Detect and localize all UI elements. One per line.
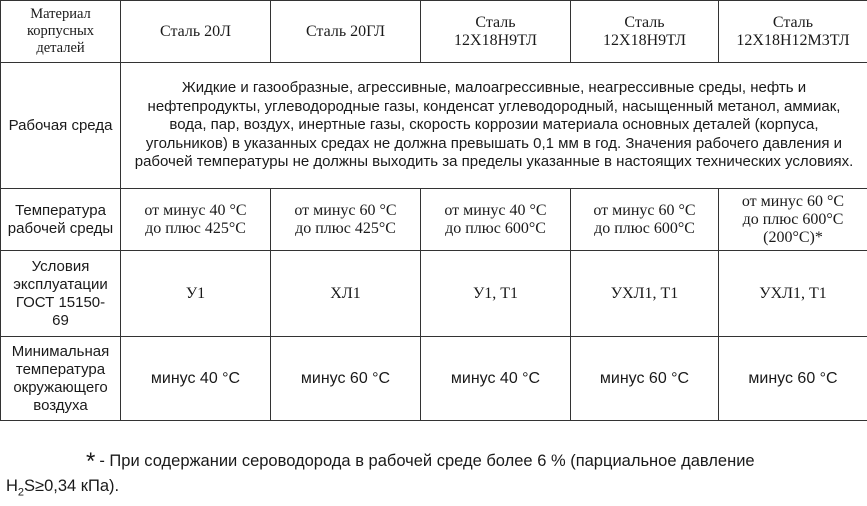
footnote-text: - При содержании сероводорода в рабочей среде более 6 % (парциальное давление xyxy=(99,452,755,470)
ambient-value-3: минус 40 °С xyxy=(421,337,571,421)
ambient-value-5: минус 60 °С xyxy=(719,337,867,421)
footnote-star: * xyxy=(86,448,96,475)
env-row-label: Рабочая среда xyxy=(1,63,121,189)
footnote-formula-sub: 2 xyxy=(17,486,25,499)
climate-row-label: Условия эксплуатации ГОСТ 15150- 69 xyxy=(1,251,121,337)
footnote-line-2 xyxy=(6,474,856,505)
ambient-row-label: Минимальная температура окружающего воздуха xyxy=(1,337,121,421)
climate-value-4: УХЛ1, Т1 xyxy=(571,251,719,337)
temp-value-4: от минус 60 °С до плюс 600°С xyxy=(571,189,719,251)
climate-value-1: У1 xyxy=(121,251,271,337)
temp-row xyxy=(1,189,867,251)
footnote-formula-rest: S≥0,34 кПа). xyxy=(24,477,120,495)
header-material-4: Сталь 12Х18Н9ТЛ xyxy=(571,1,719,63)
header-material-3: Сталь 12Х18Н9ТЛ xyxy=(421,1,571,63)
header-corner-cell: Материал корпусных деталей xyxy=(1,1,121,63)
footnote xyxy=(6,446,856,505)
climate-value-5: УХЛ1, Т1 xyxy=(719,251,867,337)
climate-row xyxy=(1,251,867,337)
env-row-text: Жидкие и газообразные, агрессивные, малоагрессивные, неагрессивные среды, нефть и нефтепродукты, углеводородные газы, конденсат углеводородный, насыщенный метанол, аммиак, вода, пар, воздух, инертные газы, скорость коррозии материала основных деталей (корпуса, угольников) в указанных средах не должна превышать 0,1 мм в год. Значения рабочего давления и рабочей температуры не должны выходить за пределы указанные в настоящих технических условиях. xyxy=(121,63,867,189)
temp-value-3: от минус 40 °С до плюс 600°С xyxy=(421,189,571,251)
ambient-value-1: минус 40 °С xyxy=(121,337,271,421)
header-row xyxy=(1,1,867,63)
header-material-5: Сталь 12Х18Н12М3ТЛ xyxy=(719,1,867,63)
temp-row-label: Температура рабочей среды xyxy=(1,189,121,251)
footnote-line-1 xyxy=(6,446,856,474)
climate-value-3: У1, Т1 xyxy=(421,251,571,337)
temp-value-5: от минус 60 °С до плюс 600°С (200°С)* xyxy=(719,189,867,251)
temp-value-1: от минус 40 °С до плюс 425°С xyxy=(121,189,271,251)
climate-value-2: ХЛ1 xyxy=(271,251,421,337)
ambient-row xyxy=(1,337,867,421)
ambient-value-2: минус 60 °С xyxy=(271,337,421,421)
ambient-value-4: минус 60 °С xyxy=(571,337,719,421)
temp-value-2: от минус 60 °С до плюс 425°С xyxy=(271,189,421,251)
env-row xyxy=(1,63,867,189)
header-material-2: Сталь 20ГЛ xyxy=(271,1,421,63)
header-material-1: Сталь 20Л xyxy=(121,1,271,63)
footnote-formula-h: H xyxy=(6,477,18,495)
